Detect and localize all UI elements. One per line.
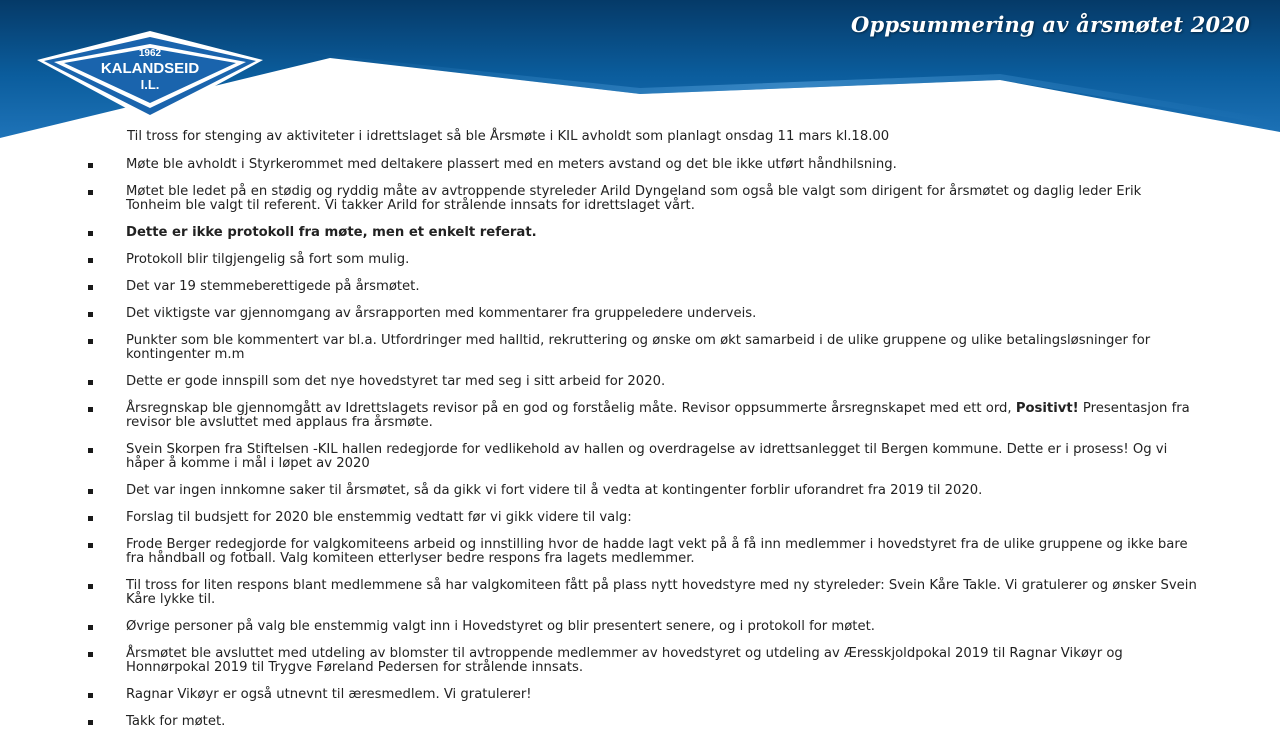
list-item [88,484,1200,498]
list-item [88,280,1200,294]
bullet-icon [88,516,93,521]
bullet-icon [88,407,93,412]
list-item [88,307,1200,321]
slide-title: Oppsummering av årsmøtet 2020 [850,12,1250,37]
list-item [88,579,1200,607]
list-item-text: Protokoll blir tilgjengelig så fort som mulig. [126,252,410,267]
bullet-icon [88,231,93,236]
bullet-icon [88,312,93,317]
summary-list [88,158,1200,729]
list-item-text: Frode Berger redegjorde for valgkomiteens arbeid og innstilling hvor de hadde lagt vekt på å få inn medlemmer i hovedstyret fra de ulike gruppene og ikke bare fra håndball og fotball. Valg komiteen etterlyser bedre respons fra lagets medlemmer. [126,537,1188,566]
list-item [88,158,1200,172]
list-item [88,511,1200,525]
list-item [88,253,1200,267]
list-item [88,334,1200,362]
bullet-icon [88,380,93,385]
bullet-icon [88,543,93,548]
bullet-icon [88,163,93,168]
list-item-text: Punkter som ble kommentert var bl.a. Utfordringer med halltid, rekruttering og ønske om økt samarbeid i de ulike gruppene og ulike betalingsløsninger for kontingenter m.m [126,333,1151,362]
bullet-icon [88,720,93,725]
logo-name: KALANDSEID [100,60,200,77]
list-item-text: Dette er ikke protokoll fra møte, men et enkelt referat. [126,225,537,240]
list-item [88,715,1200,729]
list-item-text: Møtet ble ledet på en stødig og ryddig måte av avtroppende styreleder Arild Dyngeland som også ble valgt som dirigent for årsmøtet og daglig leder Erik Tonheim ble valgt til referent. Vi takker Arild for strålende innsats for idrettslaget vårt. [126,184,1142,213]
list-item [88,226,1200,240]
list-item-text: Svein Skorpen fra Stiftelsen -KIL hallen redegjorde for vedlikehold av hallen og overdragelse av idrettsanlegget til Bergen kommune. Dette er i prosess! Og vi håper å komme i mål i løpet av 2020 [126,442,1168,471]
list-item-text: Takk for møtet. [126,714,226,729]
logo-year: 1962 [138,48,162,59]
list-item-text: Det var 19 stemmeberettigede på årsmøtet. [126,279,420,294]
logo-abbrev: I.L. [140,77,160,92]
list-item [88,375,1200,389]
bullet-icon [88,190,93,195]
bullet-icon [88,584,93,589]
list-item [88,402,1200,430]
bullet-icon [88,285,93,290]
list-item-text: Møte ble avholdt i Styrkerommet med deltakere plassert med en meters avstand og det ble ikke utført håndhilsning. [126,157,897,172]
list-item-text: Ragnar Vikøyr er også utnevnt til æresmedlem. Vi gratulerer! [126,687,532,702]
text-segment: Årsregnskap ble gjennomgått av Idrettslagets revisor på en god og forståelig måte. Revisor oppsummerte årsregnskapet med ett ord, [126,401,1016,416]
list-item-text: Forslag til budsjett for 2020 ble enstemmig vedtatt før vi gikk videre til valg: [126,510,632,525]
list-item-text: Årsmøtet ble avsluttet med utdeling av blomster til avtroppende medlemmer av hovedstyret og utdeling av Æresskjoldpokal 2019 til Ragnar Vikøyr og Honnørpokal 2019 til Trygve Føreland Pedersen for strålende innsats. [126,646,1123,675]
intro-paragraph: Til tross for stenging av aktiviteter i idrettslaget så ble Årsmøte i KIL avholdt som planlagt onsdag 11 mars kl.18.00 [127,129,890,144]
list-item [88,538,1200,566]
list-item [88,443,1200,471]
list-item [88,647,1200,675]
bullet-icon [88,652,93,657]
list-item-text: Øvrige personer på valg ble enstemmig valgt inn i Hovedstyret og blir presentert senere, og i protokoll for møtet. [126,619,875,634]
list-item [88,688,1200,702]
emphasis-text: Positivt! [1015,401,1079,416]
bullet-icon [88,448,93,453]
list-item-text: Til tross for liten respons blant medlemmene så har valgkomiteen fått på plass nytt hovedstyre med ny styreleder: Svein Kåre Takle. Vi gratulerer og ønsker Svein Kåre lykke til. [126,578,1197,607]
list-item [88,620,1200,634]
list-item [88,185,1200,213]
list-item-text: Det viktigste var gjennomgang av årsrapporten med kommentarer fra gruppeledere underveis. [126,306,757,321]
list-item-text: Det var ingen innkomne saker til årsmøtet, så da gikk vi fort videre til å vedta at kontingenter forblir uforandret fra 2019 til 2020. [126,483,983,498]
bullet-icon [88,693,93,698]
list-item-text [126,402,1200,430]
bullet-icon [88,625,93,630]
club-logo [36,30,264,122]
bullet-icon [88,258,93,263]
text-segment: Presentasjon fra revisor ble avsluttet med applaus fra årsmøte. [126,401,1190,430]
list-item-text: Dette er gode innspill som det nye hovedstyret tar med seg i sitt arbeid for 2020. [126,374,666,389]
bullet-icon [88,489,93,494]
bullet-icon [88,339,93,344]
